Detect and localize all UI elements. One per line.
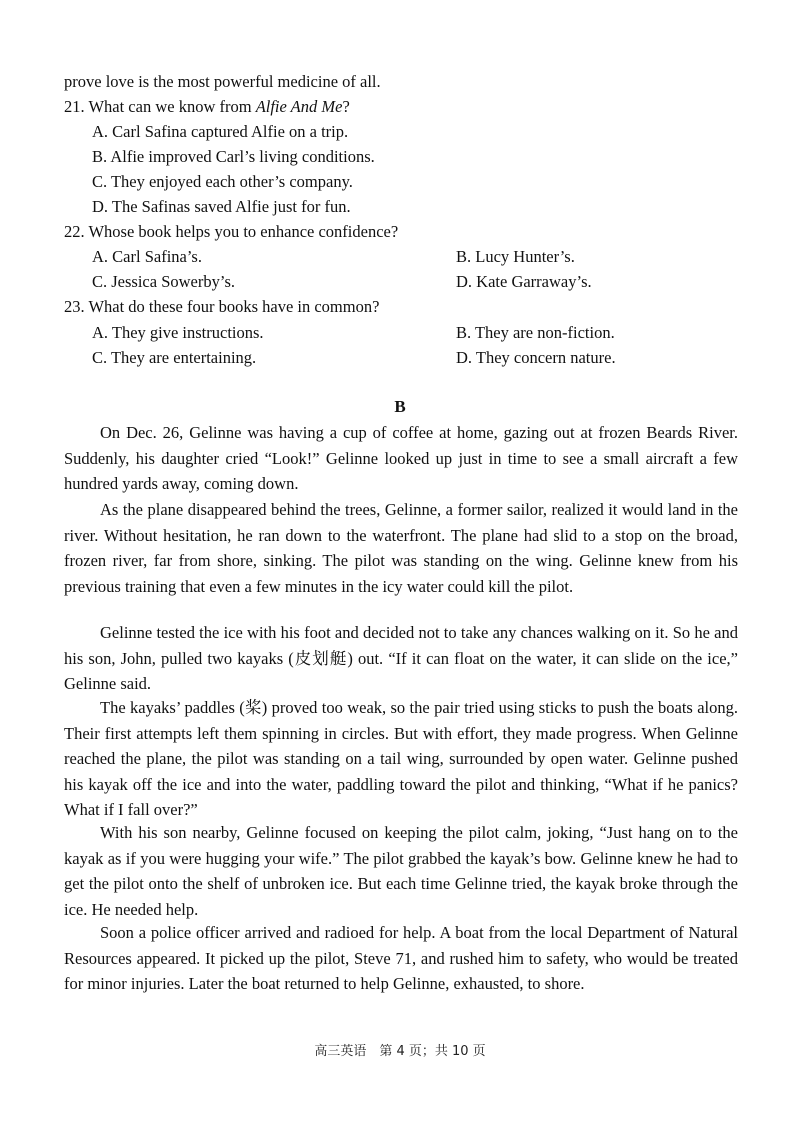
passage-paragraph-5: With his son nearby, Gelinne focused on keeping the pilot calm, joking, “Just hang on to the kayak as if you were hugging your wife.” The pilot grabbed the kayak’s bow. Gelinne knew he had to get the pilot onto the shelf of unbroken ice. But each time Gelinne tried, the kayak broke through the ice. He needed help.: [64, 823, 738, 919]
q21-option-b: B. Alfie improved Carl’s living conditions.: [92, 147, 375, 166]
q21-option-d: D. The Safinas saved Alfie just for fun.: [92, 197, 351, 216]
passage-paragraph-2: As the plane disappeared behind the trees, Gelinne, a former sailor, realized it would land in the river. Without hesitation, he ran down to the waterfront. The plane had slid to a stop on the broad, frozen river, far from shore, sinking. The pilot was standing on the wing. Gelinne knew from his previous training that even a few minutes in the icy water could kill the pilot.: [64, 500, 738, 596]
q21-prefix: 21. What can we know from: [64, 97, 256, 116]
question-21-stem: [64, 97, 350, 117]
intro-line: prove love is the most powerful medicine of all.: [64, 72, 381, 91]
passage-paragraph-3: Gelinne tested the ice with his foot and decided not to take any chances walking on it. So he and his son, John, pulled two kayaks (皮划艇) out. “If it can float on the water, it can slide on the ice,” Gelinne said.: [64, 623, 738, 693]
passage-paragraph-4: The kayaks’ paddles (桨) proved too weak, so the pair tried using sticks to push the boats along. Their first attempts left them spinning in circles. But with effort, they made progress. When Gelinne reached the plane, the pilot was standing on a tail wing, surrounded by open water. Gelinne pushed his kayak off the ice and into the water, paddling toward the pilot and thinking, “What if he panics? What if I fall over?”: [64, 698, 738, 819]
q22-option-d: D. Kate Garraway’s.: [456, 272, 592, 291]
q23-option-c: C. They are entertaining.: [92, 348, 257, 367]
q23-option-b: B. They are non-fiction.: [456, 323, 615, 342]
passage-paragraph-1: On Dec. 26, Gelinne was having a cup of coffee at home, gazing out at frozen Beards River. Suddenly, his daughter cried “Look!” Gelinne looked up just in time to see a small aircraft a few hundred yards away, coming down.: [64, 423, 738, 493]
q23-option-d: D. They concern nature.: [456, 348, 616, 367]
q22-option-a: A. Carl Safina’s.: [92, 247, 202, 266]
q21-option-c: C. They enjoyed each other’s company.: [92, 172, 353, 191]
question-22-stem: 22. Whose book helps you to enhance confidence?: [64, 222, 399, 241]
q22-option-c: C. Jessica Sowerby’s.: [92, 272, 235, 291]
q21-book-title: Alfie And Me: [255, 97, 343, 116]
q23-option-a: A. They give instructions.: [92, 323, 264, 342]
section-b-heading: B: [394, 397, 406, 416]
passage-paragraph-6: Soon a police officer arrived and radioed for help. A boat from the local Department of Natural Resources appeared. It picked up the pilot, Steve 71, and rushed him to safety, who would be treated for minor injuries. Later the boat returned to help Gelinne, exhausted, to shore.: [64, 923, 738, 993]
page-footer: 高三英语 第 4 页；共 10 页: [314, 1044, 486, 1059]
q22-option-b: B. Lucy Hunter’s.: [456, 247, 575, 266]
q21-suffix: ?: [342, 97, 350, 116]
question-23-stem: 23. What do these four books have in common?: [64, 297, 380, 316]
q21-option-a: A. Carl Safina captured Alfie on a trip.: [92, 122, 349, 141]
